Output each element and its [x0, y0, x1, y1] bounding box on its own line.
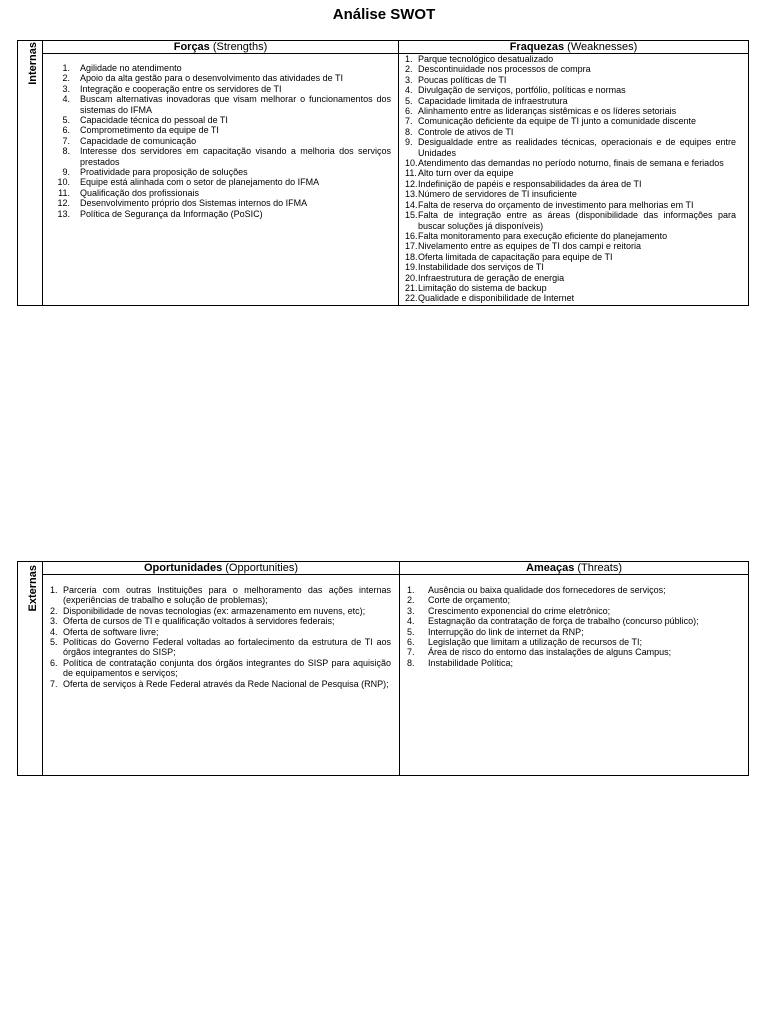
item-number: 4. [62, 94, 70, 105]
item-number: 8. [405, 126, 413, 137]
item-text: Interrupção do link de internet da RNP; [428, 626, 584, 637]
item-number: 2. [405, 64, 413, 75]
opportunity-item [50, 658, 399, 679]
item-number: 5. [50, 637, 58, 648]
item-text: Controle de ativos de TI [418, 126, 514, 137]
weakness-item [405, 241, 748, 251]
item-text: Limitação do sistema de backup [418, 282, 547, 293]
strength-item [57, 94, 398, 115]
item-text: Apoio da alta gestão para o desenvolvimento das atividades de TI [80, 73, 344, 84]
item-text: Descontinuidade nos processos de compra [418, 64, 591, 75]
item-number: 12. [57, 198, 70, 209]
weakness-item [405, 273, 748, 283]
weakness-item [405, 231, 748, 241]
strengths-header [43, 41, 399, 54]
item-number: 6. [407, 637, 415, 648]
item-text: Disponibilidade de novas tecnologias (ex: armazenamento em nuvens, etc); [63, 605, 366, 616]
item-text: Falta monitoramento para execução eficiente do planejamento [418, 230, 668, 241]
weakness-item [405, 54, 748, 64]
opportunity-item [50, 585, 399, 606]
item-number: 17. [405, 241, 418, 252]
item-number: 20. [405, 272, 418, 283]
threat-item [407, 606, 748, 616]
opportunity-item [50, 616, 399, 626]
item-text: Desigualdade entre as realidades técnicas, operacionais e de equipes entre Unidades [418, 137, 736, 158]
item-number: 7. [405, 116, 413, 127]
weakness-item [405, 210, 748, 231]
item-number: 10. [57, 177, 70, 188]
item-text: Parque tecnológico desatualizado [418, 54, 554, 64]
item-number: 12. [405, 178, 418, 189]
item-text: Política de contratação conjunta dos órgãos integrantes do SISP para aquisição de equipamentos e serviços; [63, 657, 391, 679]
item-number: 8. [62, 146, 70, 157]
threats-header [400, 562, 748, 575]
opportunities-header [43, 562, 400, 575]
item-number: 4. [407, 616, 415, 627]
opportunity-item [50, 606, 399, 616]
weaknesses-list [399, 54, 748, 305]
item-number: 15. [405, 210, 418, 221]
strength-item [57, 84, 398, 94]
item-text: Crescimento exponencial do crime eletrônico; [428, 605, 611, 616]
weakness-item [405, 137, 748, 158]
item-text: Falta de integração entre as áreas (disponibilidade das informações para buscar soluções já disponíveis) [418, 210, 736, 231]
weaknesses-header-subtitle: (Weaknesses) [567, 41, 638, 53]
strength-item [57, 115, 398, 125]
item-number: 7. [407, 647, 415, 658]
item-number: 1. [405, 54, 413, 64]
item-text: Desenvolvimento próprio dos Sistemas internos do IFMA [80, 198, 308, 209]
item-number: 5. [62, 115, 70, 126]
item-number: 5. [405, 95, 413, 106]
weakness-item [405, 85, 748, 95]
item-number: 2. [50, 605, 58, 616]
weakness-item [405, 293, 748, 303]
swot-table-external [17, 561, 749, 776]
item-text: Oferta de cursos de TI e qualificação voltados à servidores federais; [63, 616, 335, 627]
item-text: Atendimento das demandas no período noturno, finais de semana e feriados [418, 158, 724, 169]
item-text: Comprometimento da equipe de TI [80, 125, 219, 136]
item-number: 7. [50, 678, 58, 689]
item-text: Comunicação deficiente da equipe de TI junto a comunidade discente [418, 116, 697, 127]
weakness-item [405, 283, 748, 293]
strengths-header-subtitle: (Strengths) [212, 41, 268, 53]
item-number: 1. [407, 585, 415, 595]
item-number: 19. [405, 262, 418, 273]
external-factors-cell [18, 562, 43, 775]
weaknesses-header-title: Fraquezas [509, 41, 565, 53]
item-text: Agilidade no atendimento [80, 63, 182, 73]
threats-header-subtitle: (Threats) [577, 562, 622, 574]
threat-item [407, 647, 748, 657]
item-text: Capacidade limitada de infraestrutura [418, 95, 568, 106]
weakness-item [405, 252, 748, 262]
item-text: Divulgação de serviços, portfólio, políticas e normas [418, 85, 626, 96]
item-text: Parceria com outras Instituições para o melhoramento das ações internas (experiências de trabalho e solução de problemas); [63, 585, 391, 606]
item-number: 13. [405, 189, 418, 200]
weakness-item [405, 262, 748, 272]
item-number: 14. [405, 199, 418, 210]
threats-header-title: Ameaças [526, 562, 575, 574]
weakness-item [405, 75, 748, 85]
weakness-item [405, 179, 748, 189]
strength-item [57, 63, 398, 73]
threat-item [407, 585, 748, 595]
threat-item [407, 595, 748, 605]
item-text: Alinhamento entre as lideranças sistêmicas e os líderes setoriais [418, 106, 677, 117]
strength-item [57, 73, 398, 83]
page-title: Análise SWOT [332, 6, 436, 23]
item-number: 13. [57, 208, 70, 219]
swot-table-internal [17, 40, 749, 306]
item-text: Corte de orçamento; [428, 595, 511, 606]
item-text: Oferta limitada de capacitação para equipe de TI [418, 251, 613, 262]
item-text: Poucas políticas de TI [418, 74, 507, 85]
opportunity-item [50, 627, 399, 637]
weakness-item [405, 116, 748, 126]
item-number: 1. [50, 585, 58, 595]
item-text: Falta de reserva do orçamento de investimento para melhorias em TI [418, 199, 694, 210]
item-number: 2. [407, 595, 415, 606]
weakness-item [405, 158, 748, 168]
strength-item [57, 209, 398, 219]
item-number: 8. [407, 657, 415, 668]
opportunities-header-title: Oportunidades [143, 562, 223, 574]
item-number: 6. [405, 106, 413, 117]
strengths-header-title: Forças [173, 41, 210, 53]
weakness-item [405, 200, 748, 210]
item-number: 3. [62, 83, 70, 94]
opportunities-header-subtitle: (Opportunities) [225, 562, 299, 574]
strengths-list [43, 54, 399, 305]
strength-item [57, 167, 398, 177]
external-factors-label: Externas [27, 565, 39, 612]
item-text: Número de servidores de TI insuficiente [418, 189, 577, 200]
item-text: Área de risco do entorno das instalações de alguns Campus; [428, 647, 672, 658]
item-number: 6. [50, 657, 58, 668]
item-text: Oferta de serviços à Rede Federal através da Rede Nacional de Pesquisa (RNP); [63, 678, 389, 689]
weakness-item [405, 189, 748, 199]
item-text: Proatividade para proposição de soluções [80, 167, 248, 178]
item-number: 11. [58, 187, 70, 198]
item-text: Integração e cooperação entre os servidores de TI [80, 83, 282, 94]
item-text: Instabilidade dos serviços de TI [418, 262, 544, 273]
item-number: 3. [405, 74, 413, 85]
item-number: 5. [407, 626, 415, 637]
item-number: 3. [50, 616, 58, 627]
item-text: Legislação que limitam a utilização de recursos de TI; [428, 637, 642, 648]
internal-factors-label: Internas [27, 42, 39, 85]
item-text: Qualificação dos profissionais [80, 187, 200, 198]
threats-list [400, 575, 748, 775]
item-text: Infraestrutura de geração de energia [418, 272, 565, 283]
strength-item [57, 136, 398, 146]
weakness-item [405, 106, 748, 116]
weakness-item [405, 127, 748, 137]
item-text: Equipe está alinhada com o setor de planejamento do IFMA [80, 177, 320, 188]
item-number: 11. [405, 168, 417, 179]
item-number: 10. [405, 158, 418, 169]
item-number: 4. [50, 626, 58, 637]
weakness-item [405, 64, 748, 74]
opportunity-item [50, 679, 399, 689]
item-text: Política de Segurança da Informação (PoSIC) [80, 208, 263, 219]
item-number: 6. [62, 125, 70, 136]
threat-item [407, 627, 748, 637]
strength-item [57, 146, 398, 167]
item-text: Estagnação da contratação de força de trabalho (concurso público); [428, 616, 699, 627]
weakness-item [405, 96, 748, 106]
item-number: 1. [62, 63, 70, 73]
item-number: 3. [407, 605, 415, 616]
item-text: Nivelamento entre as equipes de TI dos campi e reitoria [418, 241, 641, 252]
item-text: Instabilidade Política; [428, 657, 514, 668]
item-text: Políticas do Governo Federal voltadas ao fortalecimento da estrutura de TI aos órgãos integrantes do SISP; [63, 637, 391, 658]
opportunity-item [50, 637, 399, 658]
item-number: 21. [405, 282, 418, 293]
item-text: Alto turn over da equipe [418, 168, 514, 179]
internal-factors-cell [18, 41, 43, 305]
weaknesses-header [399, 41, 748, 54]
item-text: Capacidade de comunicação [80, 135, 197, 146]
weakness-item [405, 168, 748, 178]
item-number: 2. [62, 73, 70, 84]
strength-item [57, 125, 398, 135]
item-number: 18. [405, 251, 418, 262]
opportunities-list [43, 575, 400, 775]
item-text: Interesse dos servidores em capacitação visando a melhoria dos serviços prestados [80, 146, 391, 167]
item-text: Indefinição de papéis e responsabilidades da área de TI [418, 178, 642, 189]
threat-item [407, 616, 748, 626]
threat-item [407, 637, 748, 647]
item-text: Ausência ou baixa qualidade dos fornecedores de serviços; [428, 585, 666, 595]
item-text: Buscam alternativas inovadoras que visam melhorar o funcionamentos dos sistemas do IFMA [80, 94, 391, 115]
item-number: 4. [405, 85, 413, 96]
item-text: Capacidade técnica do pessoal de TI [80, 115, 228, 126]
threat-item [407, 658, 748, 668]
strength-item [57, 198, 398, 208]
item-number: 9. [62, 167, 70, 178]
item-text: Oferta de software livre; [63, 626, 159, 637]
strength-item [57, 188, 398, 198]
item-number: 16. [405, 230, 418, 241]
strength-item [57, 177, 398, 187]
item-text: Qualidade e disponibilidade de Internet [418, 293, 575, 304]
item-number: 22. [405, 293, 418, 304]
item-number: 9. [405, 137, 413, 148]
item-number: 7. [62, 135, 70, 146]
